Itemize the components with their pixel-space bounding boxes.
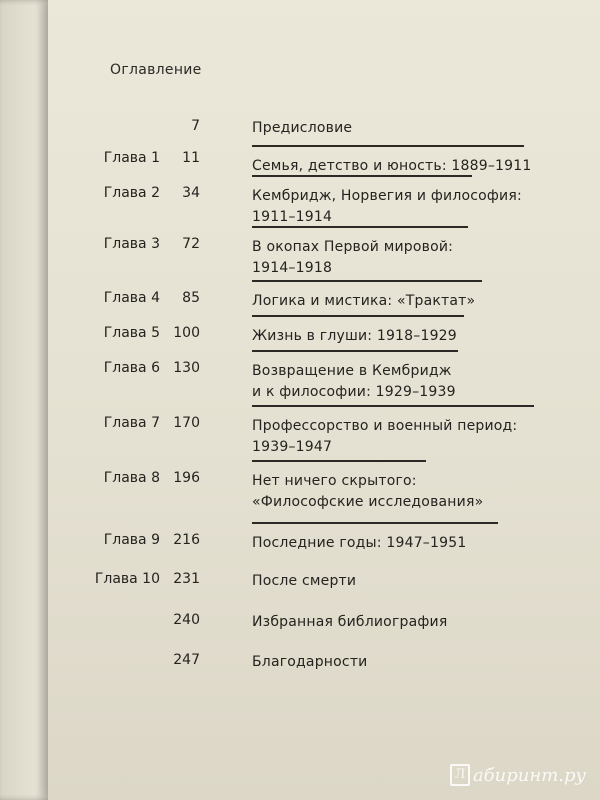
entry-title-block: [252, 280, 482, 312]
entry-title-block: [252, 460, 483, 513]
page-number: 247: [173, 652, 200, 668]
page-number: 34: [182, 185, 200, 201]
entry-title-block: [252, 145, 531, 177]
entry-rule: [252, 315, 464, 317]
entry-title-block: [252, 175, 522, 228]
chapter-label: Глава 9: [103, 532, 160, 548]
entry-title-line-2: 1939–1947: [252, 439, 333, 455]
page-number: 216: [173, 532, 200, 548]
chapter-label: Глава 5: [103, 325, 160, 341]
labirint-watermark: [450, 764, 586, 786]
entry-rule: [252, 460, 426, 462]
page-number: 130: [173, 360, 200, 376]
entry-title-block: [252, 652, 367, 673]
toc-heading: Оглавление: [110, 62, 202, 78]
watermark-text: абиринт.ру: [472, 764, 586, 786]
entry-title: Кембридж, Норвегия и философия:: [252, 188, 522, 204]
entry-rule: [252, 175, 472, 177]
watermark-logo-mark: Л: [450, 764, 470, 786]
page-number: 11: [182, 150, 200, 166]
entry-rule: [252, 522, 498, 524]
chapter-label: Глава 6: [103, 360, 160, 376]
entry-title: Семья, детство и юность: 1889–1911: [252, 158, 532, 174]
entry-title: Последние годы: 1947–1951: [252, 535, 467, 551]
page-number: 7: [191, 118, 200, 134]
chapter-label: Глава 1: [103, 150, 160, 166]
entry-title: Жизнь в глуши: 1918–1929: [252, 328, 457, 344]
page-number: 72: [182, 236, 200, 252]
entry-title-block: [252, 522, 498, 554]
page-number: 196: [173, 470, 200, 486]
chapter-label: Глава 8: [103, 470, 160, 486]
entry-title-block: [252, 571, 356, 592]
entry-rule: [252, 405, 534, 407]
entry-title: В окопах Первой мировой:: [252, 239, 454, 255]
entry-title: Предисловие: [252, 120, 353, 136]
page-number: 85: [182, 290, 200, 306]
entry-title-block: [252, 405, 534, 458]
page-number: 231: [173, 571, 200, 587]
entry-title-block: [252, 350, 458, 403]
entry-title-block: [252, 118, 352, 139]
entry-title: Логика и мистика: «Трактат»: [252, 293, 476, 309]
entry-title-line-2: 1914–1918: [252, 260, 333, 276]
chapter-label: Глава 10: [94, 571, 160, 587]
page-number: 100: [173, 325, 200, 341]
entry-rule: [252, 145, 524, 147]
chapter-label: Глава 2: [103, 185, 160, 201]
entry-title-block: [252, 315, 464, 347]
entry-title-line-2: 1911–1914: [252, 209, 333, 225]
chapter-label: Глава 7: [103, 415, 160, 431]
entry-title: Благодарности: [252, 654, 368, 670]
entry-title: Возвращение в Кембридж: [252, 363, 452, 379]
page-number: 240: [173, 612, 200, 628]
entry-title: Избранная библиография: [252, 614, 448, 630]
entry-rule: [252, 280, 482, 282]
entry-title: Нет ничего скрытого:: [252, 473, 417, 489]
entry-rule: [252, 350, 458, 352]
chapter-label: Глава 3: [103, 236, 160, 252]
entry-title-block: [252, 226, 468, 279]
chapter-label: Глава 4: [103, 290, 160, 306]
entry-title: Профессорство и военный период:: [252, 418, 518, 434]
entry-rule: [252, 226, 468, 228]
entry-title-line-2: и к философии: 1929–1939: [252, 384, 456, 400]
entry-title: После смерти: [252, 573, 357, 589]
entry-title-line-2: «Философские исследования»: [252, 494, 484, 510]
page-number: 170: [173, 415, 200, 431]
entry-title-block: [252, 612, 447, 633]
